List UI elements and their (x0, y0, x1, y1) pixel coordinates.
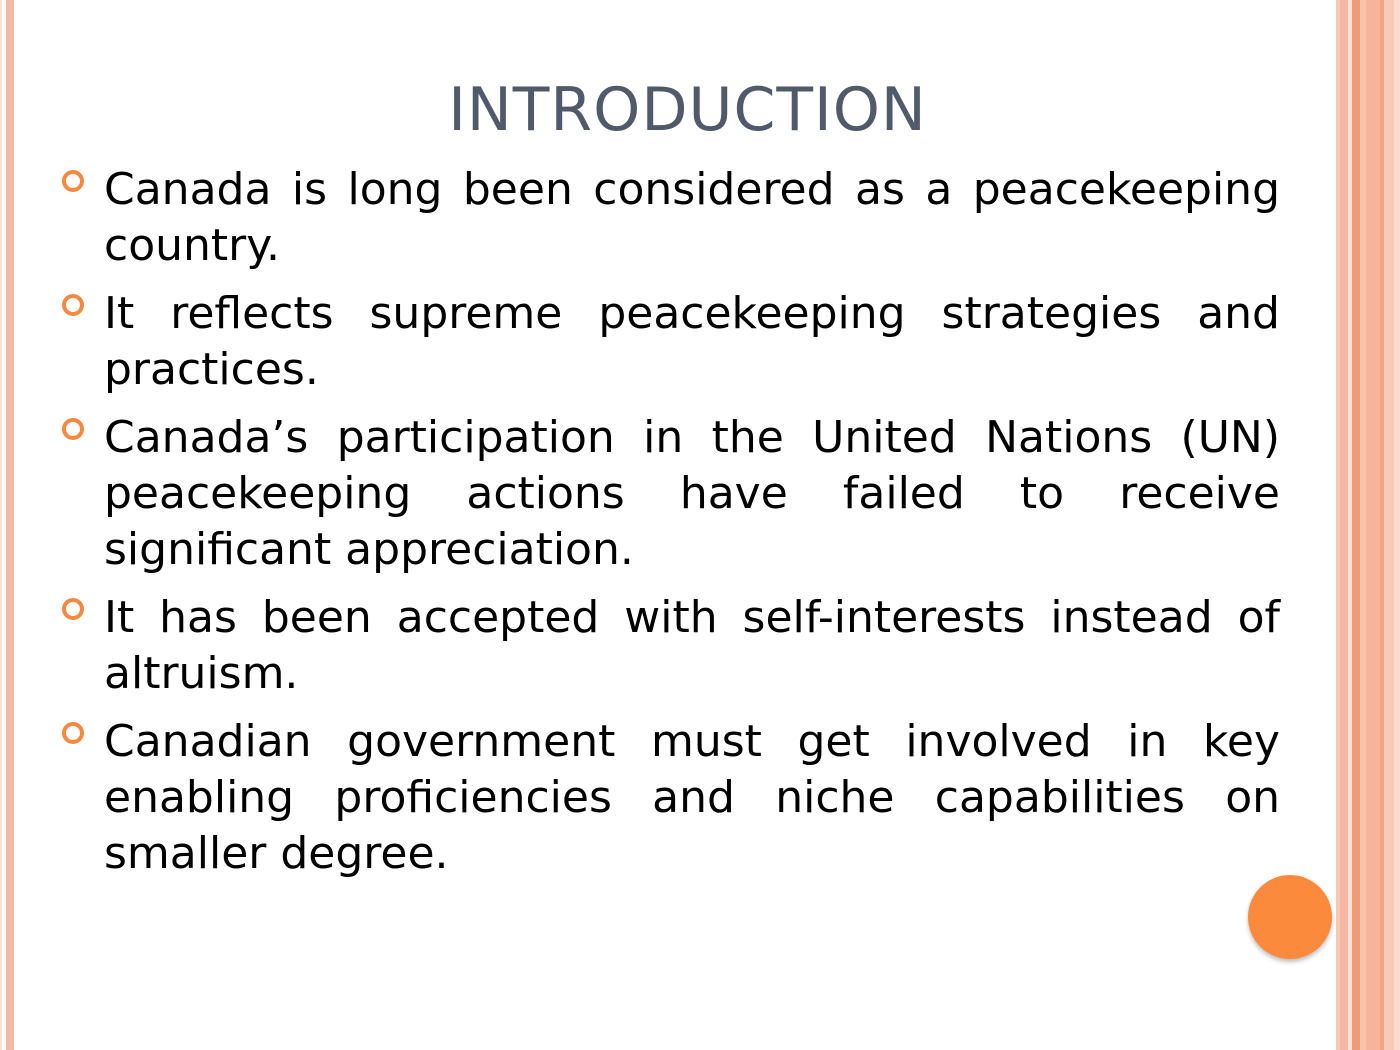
bullet-text: It has been accepted with self-interests instead of altruism. (104, 592, 1280, 699)
slide-title: INTRODUCTION (448, 75, 927, 145)
bullet-item (62, 714, 1280, 882)
bullet-item (62, 162, 1280, 274)
bullet-text: Canada is long been considered as a peacekeeping country. (104, 164, 1280, 271)
bullet-item (62, 286, 1280, 398)
ring-bullet-icon (62, 170, 84, 192)
right-border-stripe (1366, 0, 1380, 1050)
right-border-stripe (1340, 0, 1348, 1050)
bullet-text: Canada’s participation in the United Nations (UN) peacekeeping actions have failed to receive significant appreciation. (104, 412, 1280, 575)
right-border-stripe (1384, 0, 1394, 1050)
left-border-stripe (6, 0, 14, 1050)
ring-bullet-icon (62, 418, 84, 440)
bullet-text: It reflects supreme peacekeeping strategies and practices. (104, 288, 1280, 395)
ring-bullet-icon (62, 294, 84, 316)
ring-bullet-icon (62, 598, 84, 620)
bullet-list (62, 162, 1280, 894)
bullet-item (62, 590, 1280, 702)
left-border-thin (0, 0, 2, 1050)
bullet-item (62, 410, 1280, 578)
bullet-text: Canadian government must get involved in key enabling proficiencies and niche capabilities on smaller degree. (104, 716, 1280, 879)
right-border-stripe (1352, 0, 1360, 1050)
orange-circle-icon (1248, 875, 1332, 959)
right-border-stripe (1394, 0, 1400, 1050)
ring-bullet-icon (62, 722, 84, 744)
